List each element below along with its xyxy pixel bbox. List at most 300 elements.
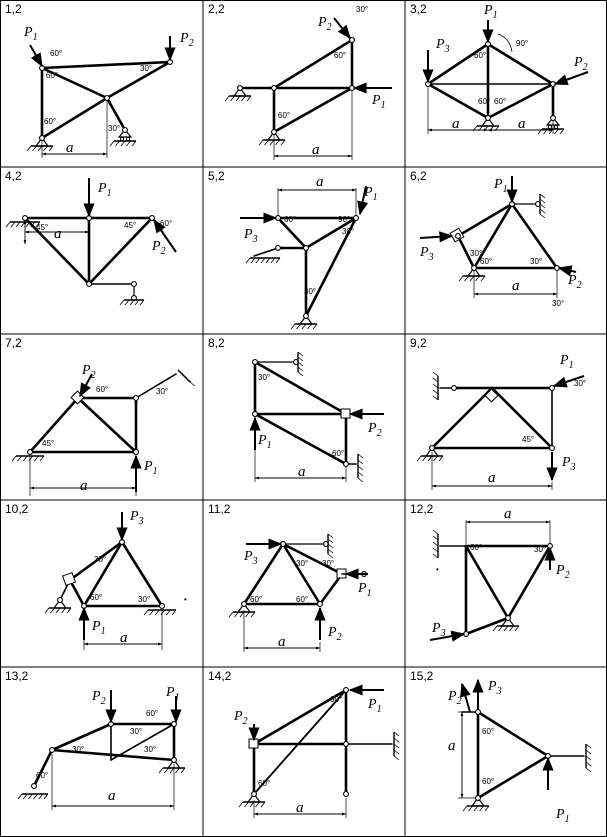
joint	[548, 544, 553, 549]
joint	[82, 604, 87, 609]
angle-label: 30°	[304, 287, 317, 296]
hatch	[236, 96, 240, 101]
joint	[555, 266, 560, 271]
joint	[132, 282, 137, 287]
dimension-label: a	[80, 478, 88, 494]
angle-label: 30°	[574, 379, 587, 388]
hatch	[62, 608, 66, 613]
angle-label: 30°	[94, 555, 107, 564]
hatch	[39, 794, 43, 799]
hatch	[493, 626, 497, 631]
truss-figure	[417, 353, 586, 490]
load-arrow	[462, 684, 470, 712]
hatch	[433, 390, 438, 394]
hatch	[251, 612, 255, 617]
hatch	[302, 324, 306, 329]
dimension-a	[428, 116, 488, 132]
hatch	[358, 472, 363, 476]
angle-label: 60°	[296, 595, 309, 604]
joint	[344, 462, 349, 467]
hatch	[44, 794, 48, 799]
angle-label: 60°	[160, 219, 173, 228]
roller	[120, 137, 123, 140]
joint	[160, 604, 165, 609]
problem-cell	[5, 669, 185, 810]
problem-cell	[410, 502, 570, 640]
hatch	[176, 768, 180, 773]
load-arrow	[30, 45, 42, 66]
hatch	[298, 357, 303, 361]
problem-number: 8,2	[208, 336, 225, 350]
problem-number: 11,2	[208, 502, 231, 516]
joint	[456, 234, 461, 239]
hatch	[34, 456, 38, 461]
hatch	[540, 204, 545, 208]
hatch	[181, 768, 185, 773]
hatch	[433, 396, 438, 400]
dimension-label: a	[296, 800, 304, 816]
load-label: $P_1$	[364, 185, 378, 203]
dimension-a	[466, 506, 550, 522]
hatch	[266, 258, 270, 263]
joint	[464, 632, 469, 637]
load-label: $P_1$	[372, 93, 386, 111]
joint	[58, 598, 63, 603]
problem-cell	[410, 169, 582, 308]
hatch	[34, 794, 38, 799]
problem-number: 7,2	[5, 336, 22, 350]
problem-cell	[208, 336, 384, 482]
angle-label: 30°	[258, 373, 271, 382]
hatch	[132, 141, 136, 146]
hatch	[358, 460, 363, 464]
hatch	[433, 554, 438, 558]
hatch	[240, 612, 244, 617]
slider-block	[341, 409, 350, 418]
load-label: $P_3$	[432, 621, 446, 639]
truss-figure	[23, 25, 194, 158]
hatch	[110, 141, 114, 146]
angle-label: 30°	[156, 387, 169, 396]
angle-label: 30°	[130, 727, 143, 736]
joint	[546, 754, 551, 759]
joint	[550, 446, 555, 451]
load-label: $P_1$	[258, 433, 272, 451]
angle-label: 30°	[72, 745, 85, 754]
hatch	[515, 626, 519, 631]
angle-label: 60°	[146, 709, 159, 718]
load-label: $P_1$	[494, 177, 508, 195]
joint	[350, 38, 355, 43]
truss-figure	[45, 509, 187, 650]
joint	[476, 796, 481, 801]
joint	[452, 386, 457, 391]
hatch	[170, 768, 174, 773]
joint	[252, 792, 257, 797]
hatch	[540, 194, 545, 198]
hatch	[308, 324, 312, 329]
load-arrow	[420, 236, 452, 238]
dimension-label: a	[316, 174, 324, 190]
hatch	[433, 542, 438, 546]
load-label: $P_1$	[166, 685, 180, 703]
pin-support-icon	[45, 598, 71, 613]
problem-number: 3,2	[410, 2, 427, 16]
dimension-label: a	[518, 116, 526, 132]
load-label: $P_2$	[234, 709, 248, 727]
load-label: $P_1$	[556, 807, 570, 825]
joint	[426, 82, 431, 87]
problem-number: 6,2	[410, 169, 427, 183]
load-label: $P_2$	[328, 625, 342, 643]
hatch	[27, 146, 31, 151]
truss-bar	[274, 40, 352, 88]
load-label: $P_3$	[488, 679, 502, 697]
hatch	[394, 738, 399, 742]
dimension-label: a	[120, 630, 128, 646]
truss-figure	[419, 176, 582, 308]
hatch	[150, 610, 154, 615]
truss-figure	[430, 506, 570, 640]
joint	[486, 42, 491, 47]
load-label: $P_1$	[484, 3, 498, 21]
roller	[548, 125, 551, 128]
pin-support-icon	[291, 314, 317, 329]
angle-label: 60°	[330, 695, 343, 704]
link-support-icon	[120, 282, 144, 305]
joint	[23, 216, 28, 221]
hatch	[504, 626, 508, 631]
dimension-label: a	[452, 116, 460, 132]
hatch	[470, 276, 474, 281]
angle-label: 30°	[140, 64, 153, 73]
hatch	[12, 456, 16, 461]
angle-label: 30°	[108, 124, 121, 133]
hatch	[469, 806, 473, 811]
load-arrow	[559, 268, 576, 272]
angle-label: 30°	[356, 5, 369, 14]
dimension-label: a	[66, 140, 74, 156]
hatch	[428, 456, 432, 461]
problem-number: 1,2	[5, 2, 22, 16]
hatch	[242, 96, 246, 101]
hatch	[540, 214, 545, 218]
hatch	[44, 146, 48, 151]
hatch	[18, 794, 22, 799]
hatch	[463, 806, 467, 811]
angle-label: 60°	[44, 117, 57, 126]
hatch	[140, 300, 144, 305]
hatch	[433, 536, 438, 540]
hatch	[246, 612, 250, 617]
hatch	[586, 768, 591, 772]
hatch	[190, 382, 195, 386]
joint	[272, 86, 277, 91]
hatch	[433, 530, 438, 534]
hatch	[256, 802, 260, 807]
truss-figure	[229, 534, 372, 652]
joint	[354, 216, 359, 221]
hatch	[247, 96, 251, 101]
joint	[32, 784, 37, 789]
dimension-label: a	[448, 738, 456, 754]
hatch	[18, 456, 22, 461]
truss-figure	[6, 178, 176, 305]
joint	[272, 130, 277, 135]
hatch	[159, 768, 163, 773]
hatch	[40, 456, 44, 461]
hatch	[434, 456, 438, 461]
hatch	[540, 209, 545, 213]
problem-number: 9,2	[410, 336, 427, 350]
hatch	[38, 146, 42, 151]
joint	[150, 216, 155, 221]
hatch	[135, 300, 139, 305]
truss-figure	[18, 685, 185, 810]
angle-label: 90°	[338, 215, 351, 224]
hatch	[245, 802, 249, 807]
problem-cell	[208, 502, 372, 652]
joint	[550, 386, 555, 391]
angle-label: 60°	[284, 215, 297, 224]
hatch	[474, 806, 478, 811]
hatch	[555, 129, 559, 134]
hatch	[433, 378, 438, 382]
hatch	[298, 367, 303, 371]
joint	[551, 82, 556, 87]
angle-label: 30°	[342, 227, 355, 236]
dimension-label: a	[278, 634, 286, 650]
load-label: $P_2$	[568, 273, 582, 291]
hatch	[67, 608, 71, 613]
truss-figure	[447, 679, 591, 825]
load-label: $P_2$	[152, 239, 166, 257]
truss-figure	[233, 688, 399, 818]
joint	[40, 136, 45, 141]
roller	[126, 137, 129, 140]
load-label: $P_1$	[92, 619, 106, 637]
hatch	[394, 744, 399, 748]
dimension-a	[30, 478, 136, 494]
load-arrow	[555, 72, 588, 84]
problem-number: 14,2	[208, 669, 232, 683]
joint	[304, 314, 309, 319]
hatch	[21, 222, 25, 227]
load-label: $P_3$	[562, 455, 576, 473]
dimension-a	[274, 142, 352, 158]
hatch	[417, 456, 421, 461]
pin-support-icon	[239, 792, 265, 807]
dimension-label: a	[504, 506, 512, 522]
hatch	[439, 456, 443, 461]
load-label: $P_2$	[574, 55, 588, 73]
hatch	[56, 608, 60, 613]
hatch	[235, 612, 239, 617]
truss-bar	[255, 362, 346, 414]
hatch	[261, 258, 265, 263]
joint	[304, 246, 309, 251]
hatch	[281, 140, 285, 145]
joint	[40, 66, 45, 71]
dimension-a	[474, 278, 557, 294]
angle-label: 30°	[534, 545, 547, 554]
angle-label: 45°	[36, 223, 49, 232]
joint	[168, 60, 173, 65]
angle-label: 30°	[322, 559, 335, 568]
hatch	[259, 140, 263, 145]
hatch	[394, 756, 399, 760]
dimension-a	[254, 800, 346, 816]
dimension-label: a	[108, 788, 116, 804]
hatch	[560, 129, 564, 134]
angle-label: 30°	[530, 257, 543, 266]
load-label: $P_3$	[244, 227, 258, 245]
joint	[172, 758, 177, 763]
angle-label: 30°	[144, 745, 157, 754]
hatch	[481, 276, 485, 281]
load-label: $P_2$	[318, 15, 332, 33]
joint	[50, 748, 55, 753]
hatch	[276, 258, 280, 263]
load-label: $P_2$	[448, 689, 462, 707]
truss-bar	[34, 750, 52, 786]
load-label: $P_3$	[244, 549, 258, 567]
hatch	[116, 141, 120, 146]
joint	[172, 722, 177, 727]
angle-label: 60°	[250, 595, 263, 604]
joint	[87, 282, 92, 287]
dimension-label: a	[312, 142, 320, 158]
hatch	[121, 141, 125, 146]
truss-figure	[253, 352, 384, 482]
roller-support-icon	[538, 116, 564, 134]
truss-bar	[111, 724, 174, 760]
angle-label: 60°	[334, 51, 347, 60]
hatch	[246, 258, 250, 263]
truss-bar	[508, 546, 550, 618]
hatch	[6, 222, 10, 227]
hatch	[127, 141, 131, 146]
joint	[344, 792, 349, 797]
load-label: $P_2$	[556, 563, 570, 581]
hatch	[358, 466, 363, 470]
angle-label: 60°	[278, 111, 291, 120]
joint	[134, 450, 139, 455]
hatch	[433, 384, 438, 388]
truss-bar	[107, 62, 170, 98]
hatch	[586, 750, 591, 754]
hatch	[33, 146, 37, 151]
hatch	[166, 610, 170, 615]
truss-figure	[12, 363, 195, 496]
problem-number: 13,2	[5, 669, 29, 683]
joint	[105, 96, 110, 101]
angle-label: 45°	[124, 221, 137, 230]
slider-block	[63, 573, 76, 586]
joint	[276, 216, 281, 221]
pin-support-icon	[473, 116, 499, 131]
problem-number: 5,2	[208, 169, 225, 183]
problem-cell	[5, 169, 176, 305]
angle-label: 45°	[522, 435, 535, 444]
joint	[253, 360, 258, 365]
roller	[554, 125, 557, 128]
angle-label: 90°	[516, 39, 529, 48]
hatch	[23, 794, 27, 799]
hatch	[510, 626, 514, 631]
hatch	[459, 276, 463, 281]
load-label: $P_1$	[98, 181, 112, 199]
truss-bar	[254, 248, 278, 256]
angle-label: 60°	[470, 543, 483, 552]
joint	[28, 450, 33, 455]
problem-cell	[208, 2, 392, 160]
load-label: $P_3$	[420, 245, 434, 263]
problem-cell	[5, 2, 194, 158]
hatch	[144, 610, 148, 615]
hatch	[155, 610, 159, 615]
hatch	[256, 258, 260, 263]
dimension-label: a	[488, 470, 496, 486]
joint	[281, 542, 286, 547]
hatch	[358, 454, 363, 458]
hatch	[229, 612, 233, 617]
angle-label: 60°	[482, 727, 495, 736]
truss-bar	[70, 580, 84, 606]
hatch	[328, 539, 333, 543]
hatch	[423, 456, 427, 461]
hatch	[480, 806, 484, 811]
problem-cell	[410, 669, 591, 825]
hatch	[433, 548, 438, 552]
joint	[242, 602, 247, 607]
joint	[109, 722, 114, 727]
hatch	[328, 554, 333, 558]
hatch	[270, 140, 274, 145]
joint	[472, 266, 477, 271]
angle-label: 60°	[96, 385, 109, 394]
truss-figure	[240, 174, 378, 329]
hatch	[125, 300, 129, 305]
angle-label: 30°	[296, 559, 309, 568]
angle-label: 60°	[36, 771, 49, 780]
dimension-a	[488, 116, 553, 132]
angle-label: 45°	[42, 439, 55, 448]
problem-cell	[410, 336, 586, 490]
hatch	[358, 478, 363, 482]
joint	[430, 446, 435, 451]
hatch	[261, 802, 265, 807]
problem-cell	[410, 2, 588, 134]
hatch	[586, 756, 591, 760]
truss-figure	[225, 5, 392, 160]
truss-bar	[488, 44, 553, 84]
hatch	[394, 732, 399, 736]
truss-figure	[426, 3, 588, 134]
truss-bar	[274, 88, 352, 132]
load-label: $P_2$	[82, 363, 96, 381]
hatch	[297, 324, 301, 329]
hatch	[465, 276, 469, 281]
hatch	[239, 802, 243, 807]
hatch	[265, 140, 269, 145]
truss-bar	[432, 388, 492, 448]
angle-label: 60°	[90, 593, 103, 602]
load-label: $P_1$	[560, 353, 574, 371]
dimension-a	[255, 464, 346, 480]
problem-cell	[208, 669, 399, 818]
hatch	[476, 276, 480, 281]
